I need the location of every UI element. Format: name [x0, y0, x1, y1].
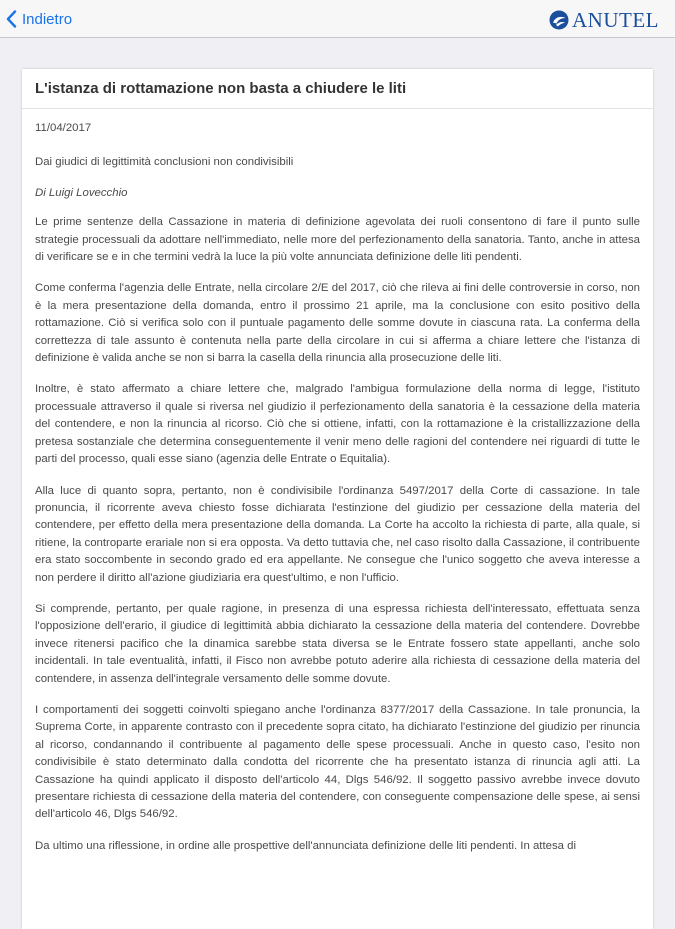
article-header	[22, 69, 653, 109]
article-card	[22, 69, 653, 929]
article-paragraph: Inoltre, è stato affermato a chiare lettere che, malgrado l'ambigua formulazione della norma di legge, l'istituto processuale attraverso il quale si riversa nel giudizio il perfezionamento della sanatoria è la cessazione della materia del contendere, e non la rinuncia al ricorso. Ciò che si ottiene, infatti, con la rottamazione è la cristallizzazione della pretesa sostanziale che determina conseguentemente il venir meno delle ragioni del contendere nei riguardi di tutte le parti del processo, quali esse siano (agenzia delle Entrate o Equitalia).	[35, 383, 640, 466]
article-date: 11/04/2017	[35, 122, 92, 134]
article-paragraph: I comportamenti dei soggetti coinvolti spiegano anche l'ordinanza 8377/2017 della Cassazione. In tale pronuncia, la Suprema Corte, in apparente contrasto con il precedente sopra citato, ha dichiarato l'estinzione del giudizio per rinuncia al ricorso, condannando il contribuente al pagamento delle spese processuali. Anche in questo caso, l'esito non condivisibile è stato determinato dalla condotta del ricorrente che ha presentato istanza di rinuncia agli atti. La Cassazione ha quindi applicato il disposto dell'articolo 44, Dlgs 546/92. Il soggetto passivo avrebbe invece dovuto presentare richiesta di cessazione della materia del contendere, con conseguente compensazione delle spese, ai sensi dell'articolo 46, Dlgs 546/92.	[35, 703, 640, 821]
back-button[interactable]	[6, 8, 72, 30]
navigation-bar	[0, 0, 675, 38]
logo-text: ANUTEL	[572, 8, 659, 32]
article-paragraph: Da ultimo una riflessione, in ordine alle prospettive dell'annunciata definizione delle liti pendenti. In attesa di	[35, 839, 577, 852]
article-body	[22, 109, 653, 855]
article-title: L'istanza di rottamazione non basta a chiudere le liti	[35, 80, 407, 97]
article-paragraph: Si comprende, pertanto, per quale ragione, in presenza di una espressa richiesta dell'interessato, effettuata senza l'opposizione dell'erario, il giudice di legittimità abbia dichiarato la cessazione della materia del contendere. Dovrebbe invece ritenersi pacifico che la dinamica sarebbe stata diversa se le Entrate fossero state appellanti, anche solo incidentali. In tale eventualità, infatti, il Fisco non avrebbe potuto aderire alla richiesta di cessazione della materia del contendere, in assenza dell'integrale versamento delle somme dovute.	[35, 602, 640, 685]
article-subtitle: Dai giudici di legittimità conclusioni non condivisibili	[35, 156, 294, 169]
back-button-label: Indietro	[22, 10, 73, 28]
article-paragraph: Alla luce di quanto sopra, pertanto, non è condivisibile l'ordinanza 5497/2017 della Corte di cassazione. In tale pronuncia, il ricorrente aveva chiesto fosse dichiarata l'estinzione del giudizio per cessazione della materia del contendere, per effetto della mera presentazione della domanda. La Corte ha accolto la richiesta di parte, alla quale, si ritiene, la controparte erariale non si era opposta. Va detto tuttavia che, nel caso risolto dalla Cassazione, il contribuente era stato soccombente in secondo grado ed era appellante. Ne consegue che l'unico soggetto che aveva interesse a non perdere il diritto all'azione giudiziaria era quest'ultimo, e non l'ufficio.	[35, 484, 640, 584]
article-paragraph: Le prime sentenze della Cassazione in materia di definizione agevolata dei ruoli consentono di fare il punto sulle strategie processuali da adottare nell'immediato, nelle more del perfezionamento della sanatoria. Tanto, anche in attesa di verificare se e in che termini vedrà la luce la più volte annunciata definizione delle liti pendenti.	[35, 216, 640, 264]
anutel-logo	[549, 8, 659, 32]
chevron-left-icon	[6, 10, 17, 28]
article-author: Di Luigi Lovecchio	[35, 186, 128, 199]
anutel-logo-icon	[549, 10, 569, 30]
article-paragraph: Come conferma l'agenzia delle Entrate, nella circolare 2/E del 2017, ciò che rileva ai fini delle controversie in corso, non è la mera presentazione della domanda, entro il prossimo 21 aprile, ma la conclusione con esito positivo della rottamazione. Ciò si verifica solo con il puntuale pagamento delle somme dovute in ciascuna rata. La conferma della correttezza di tale assunto è contenuta nella parte della circolare in cui si afferma a chiare lettere che l'istanza di definizione è valida anche se non si barra la casella della rinuncia alla prosecuzione delle liti.	[35, 282, 640, 365]
